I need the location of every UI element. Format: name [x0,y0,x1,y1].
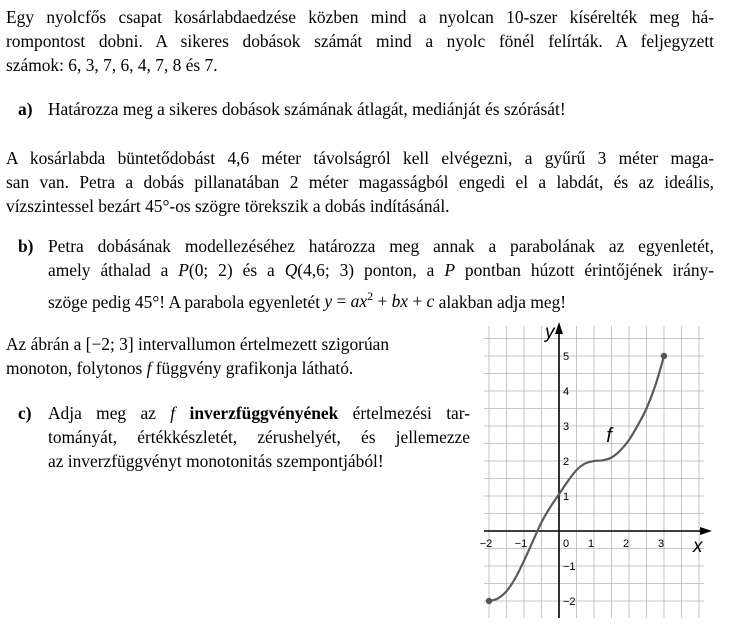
x-tick-label: −2 [479,538,493,550]
x-axis-arrow [700,527,712,535]
curve-endpoint [661,353,667,359]
x-tick-label: 3 [657,538,665,550]
task-a-text: Határozza meg a sikeres dobások számának átlagát, mediánját és szórását! [48,99,566,119]
intro-line-3: számok: 6, 3, 7, 6, 4, 7, 8 és 7. [6,54,218,75]
task-c-line-2: tományát, értékkészletét, zérushelyét, és jellemezze [48,426,470,447]
task-b-line-3: szöge pedig 45°! A parabola egyenletét $y = ax^2$ + bx + c alakban adja meg! [48,289,567,312]
tick-labels [480,322,704,608]
y-tick-label: 5 [563,351,570,363]
y-axis-label: y [545,322,555,343]
x-tick-label: 2 [622,538,630,550]
series-label: f [606,424,612,447]
function-graph [479,318,716,623]
point-q: Q [284,259,298,280]
context-b-line-1: A kosárlabda büntetődobást 4,6 méter távolságról kell elvégezni, a gyűrű 3 méter maga- [6,148,714,168]
context-b-line-3: vízszintessel bezárt 45°-os szögre törekszik a dobás indításánál. [6,195,450,216]
context-c-line-2: monoton, folytonos f függvény grafikonja látható. [6,357,354,378]
y-tick-label: 4 [563,386,570,398]
context-c-paragraph [6,333,466,381]
x-tick-label: −1 [514,538,528,550]
x-tick-label: 1 [587,538,595,550]
task-b-line-1: Petra dobásának modellezéséhez határozza meg annak a parabolának az egyenletét, [48,236,714,256]
context-c-line-1: Az ábrán a [−2; 3] intervallumon értelmezett szigorúan [6,334,390,354]
intro-paragraph [6,6,714,77]
y-tick-label: −2 [563,596,576,608]
task-c-text [48,402,470,473]
intro-line-1: Egy nyolcfős csapat kosárlabdaedzése közben mind a nyolcan 10-szer kísérelték meg há- [6,7,714,27]
y-axis-arrow [555,322,563,334]
task-b-label: b) [18,236,34,256]
task-c-label: c) [18,403,32,423]
y-tick-label: −1 [563,561,576,573]
task-c-line-3: az inverzfüggvényt monotonitás szempontjából! [48,450,384,471]
task-b-line-2: amely áthalad a P(0; 2) és a Q(4,6; 3) ponton, a P pontban húzott érintőjének irány- [48,259,715,280]
task-c-line-1: Adja meg az f inverzfüggvényének értelmezési tar- [48,403,470,423]
parabola-equation: $y = ax^2$ + bx + c [324,289,435,312]
context-b-paragraph [6,147,714,218]
curve-endpoint [486,598,492,604]
task-a-label: a) [18,99,33,119]
x-axis-label: x [693,536,703,557]
context-b-line-2: san van. Petra a dobás pillanatában 2 méter magasságból engedi el a labdát, és az ideális, [6,171,714,192]
y-tick-label: 1 [563,491,570,503]
task-b-text [48,235,714,314]
origin-label: 0 [563,538,570,550]
y-tick-label: 3 [563,421,570,433]
point-p: P [178,259,189,280]
intro-line-2: rompontost dobni. A sikeres dobások számát mind a nyolc fönél felírták. A feljegyzett [6,30,714,51]
y-tick-label: 2 [563,456,570,468]
